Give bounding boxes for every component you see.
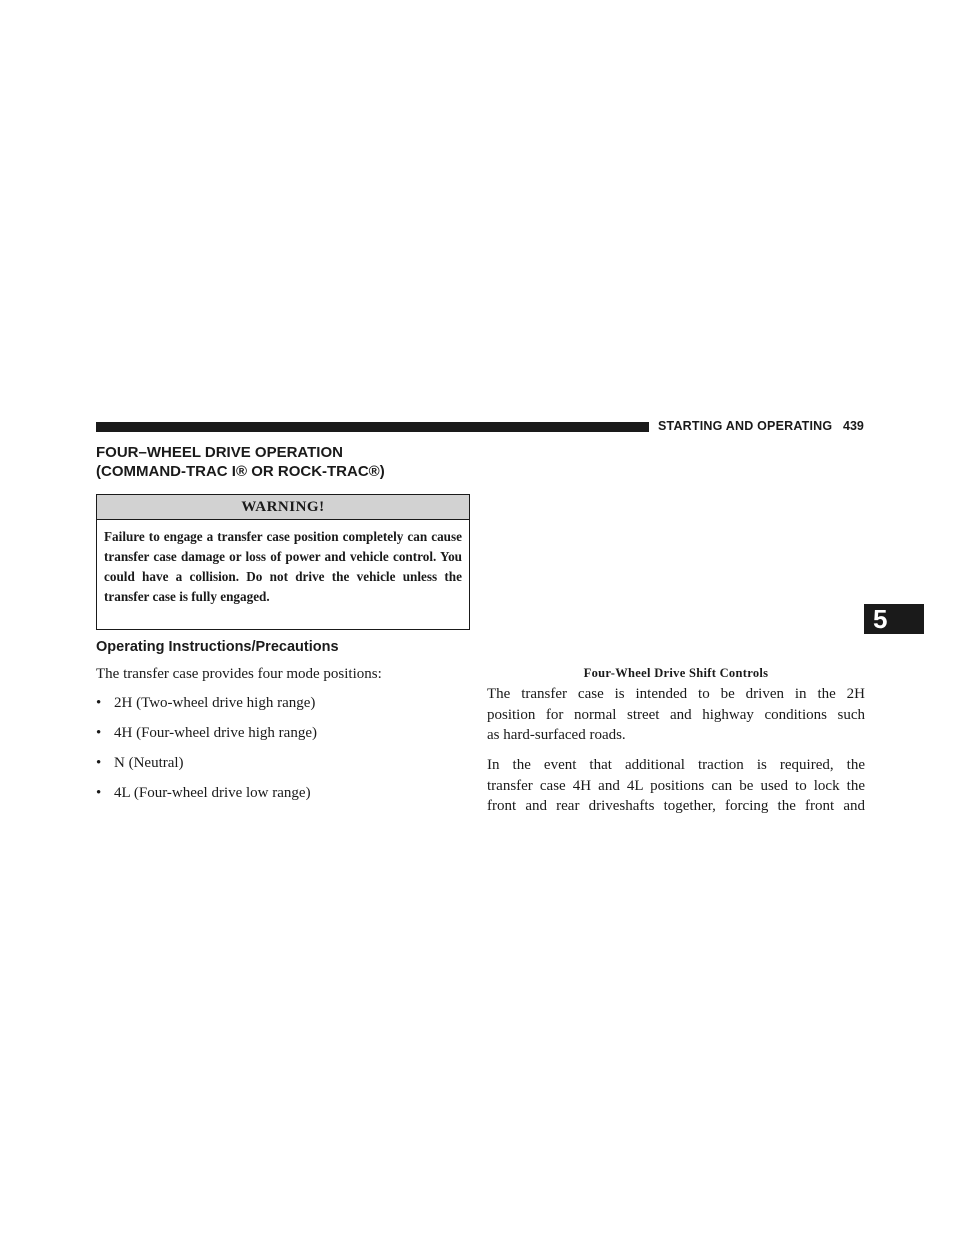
list-item: [96, 725, 317, 755]
sub-heading: Operating Instructions/Precautions: [96, 639, 339, 655]
text-line: front and rear driveshafts together, forcing the front and: [487, 798, 865, 814]
mode-text: 4L (Four-wheel drive low range): [114, 785, 311, 801]
list-item: [96, 695, 317, 725]
text-line: position for normal street and highway conditions such: [487, 706, 865, 723]
list-item: [96, 755, 317, 785]
page-number: 439: [843, 419, 864, 433]
bullet: •: [96, 725, 102, 741]
chapter-tab: 5: [864, 604, 924, 634]
warning-box: [96, 494, 470, 630]
mode-text: N (Neutral): [114, 755, 184, 771]
text-line: transfer case 4H and 4L positions can be used to lock the: [487, 777, 865, 794]
mode-list: [96, 695, 317, 815]
intro-text: The transfer case provides four mode positions:: [96, 666, 382, 682]
warning-text: Failure to engage a transfer case position completely can cause transfer case damage or loss of power and vehicle control. You could have a collision. Do not drive the vehicle unless the transfer case is fully engaged.: [104, 529, 462, 604]
paragraph-traction: [487, 755, 865, 817]
warning-title: WARNING!: [97, 495, 469, 520]
list-item: [96, 785, 317, 815]
figure-area: [487, 494, 865, 662]
main-heading-line-1: FOUR–WHEEL DRIVE OPERATION: [96, 444, 343, 461]
main-heading-line-2: (COMMAND-TRAC I® OR ROCK-TRAC®): [96, 463, 385, 480]
section-label: STARTING AND OPERATING: [658, 419, 833, 433]
header-rule: [96, 422, 649, 432]
paragraph-normal-use: [487, 684, 865, 746]
bullet: •: [96, 755, 102, 771]
bullet: •: [96, 695, 102, 711]
text-line: The transfer case is intended to be driven in the 2H: [487, 686, 865, 702]
mode-text: 2H (Two-wheel drive high range): [114, 695, 316, 711]
text-line: In the event that additional traction is required, the: [487, 757, 865, 773]
text-line: as hard-surfaced roads.: [487, 727, 626, 743]
figure-caption: Four-Wheel Drive Shift Controls: [583, 666, 769, 680]
main-heading: [96, 443, 476, 481]
bullet: •: [96, 785, 102, 801]
mode-text: 4H (Four-wheel drive high range): [114, 725, 317, 741]
